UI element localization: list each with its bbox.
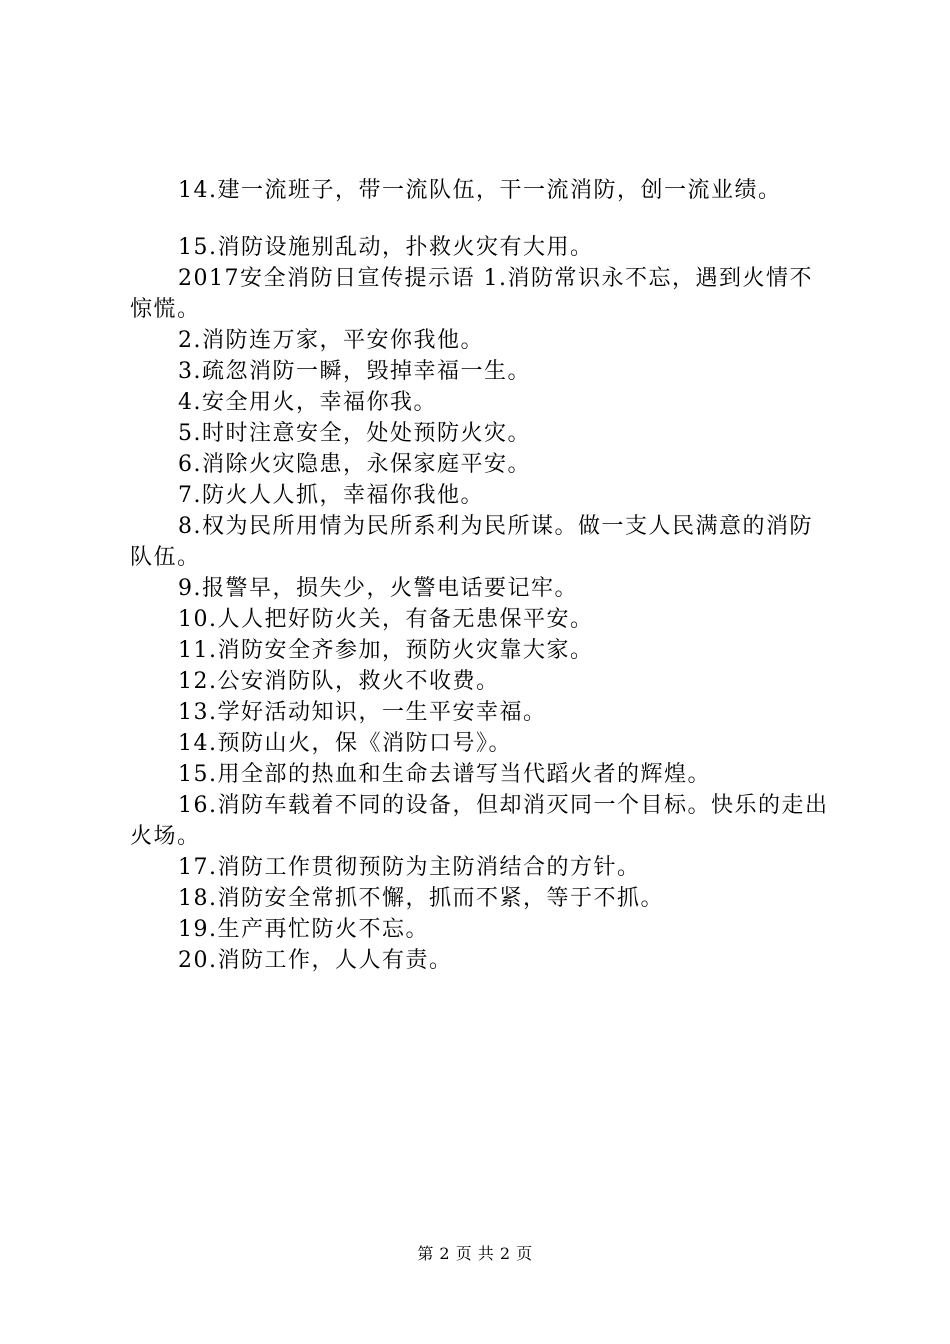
paragraph: 17.消防工作贯彻预防为主防消结合的方针。 <box>178 855 641 880</box>
paragraph: 18.消防安全常抓不懈，抓而不紧，等于不抓。 <box>178 886 664 911</box>
paragraph: 2017安全消防日宣传提示语 1.消防常识永不忘，遇到火情不惊慌。 <box>130 266 813 322</box>
page-footer: 第 2 页 共 2 页 <box>417 1244 533 1263</box>
paragraph: 14.建一流班子，带一流队伍，干一流消防，创一流业绩。 <box>178 178 782 203</box>
paragraph: 7.防火人人抓，幸福你我他。 <box>178 483 484 508</box>
paragraph: 5.时时注意安全，处处预防火灾。 <box>178 421 531 446</box>
paragraph: 2.消防连万家，平安你我他。 <box>178 328 484 353</box>
paragraph: 16.消防车载着不同的设备，但却消灭同一个目标。快乐的走出火场。 <box>130 793 829 849</box>
document-body <box>130 175 835 976</box>
paragraph: 15.消防设施别乱动，扑救火灾有大用。 <box>178 235 594 260</box>
paragraph: 8.权为民所用情为民所系利为民所谋。做一支人民满意的消防队伍。 <box>130 514 813 570</box>
paragraph: 19.生产再忙防火不忘。 <box>178 917 429 942</box>
paragraph: 20.消防工作，人人有责。 <box>178 948 453 973</box>
paragraph: 3.疏忽消防一瞬，毁掉幸福一生。 <box>178 359 531 384</box>
paragraph: 15.用全部的热血和生命去谱写当代蹈火者的辉煌。 <box>178 762 711 787</box>
paragraph: 9.报警早，损失少，火警电话要记牢。 <box>178 576 578 601</box>
paragraph: 10.人人把好防火关，有备无患保平安。 <box>178 607 594 632</box>
paragraph: 12.公安消防队，救火不收费。 <box>178 669 500 694</box>
paragraph: 6.消除火灾隐患，永保家庭平安。 <box>178 452 531 477</box>
paragraph: 4.安全用火，幸福你我。 <box>178 390 437 415</box>
paragraph: 11.消防安全齐参加，预防火灾靠大家。 <box>178 638 594 663</box>
paragraph: 14.预防山火，保《消防口号》。 <box>178 731 512 756</box>
paragraph: 13.学好活动知识，一生平安幸福。 <box>178 700 547 725</box>
